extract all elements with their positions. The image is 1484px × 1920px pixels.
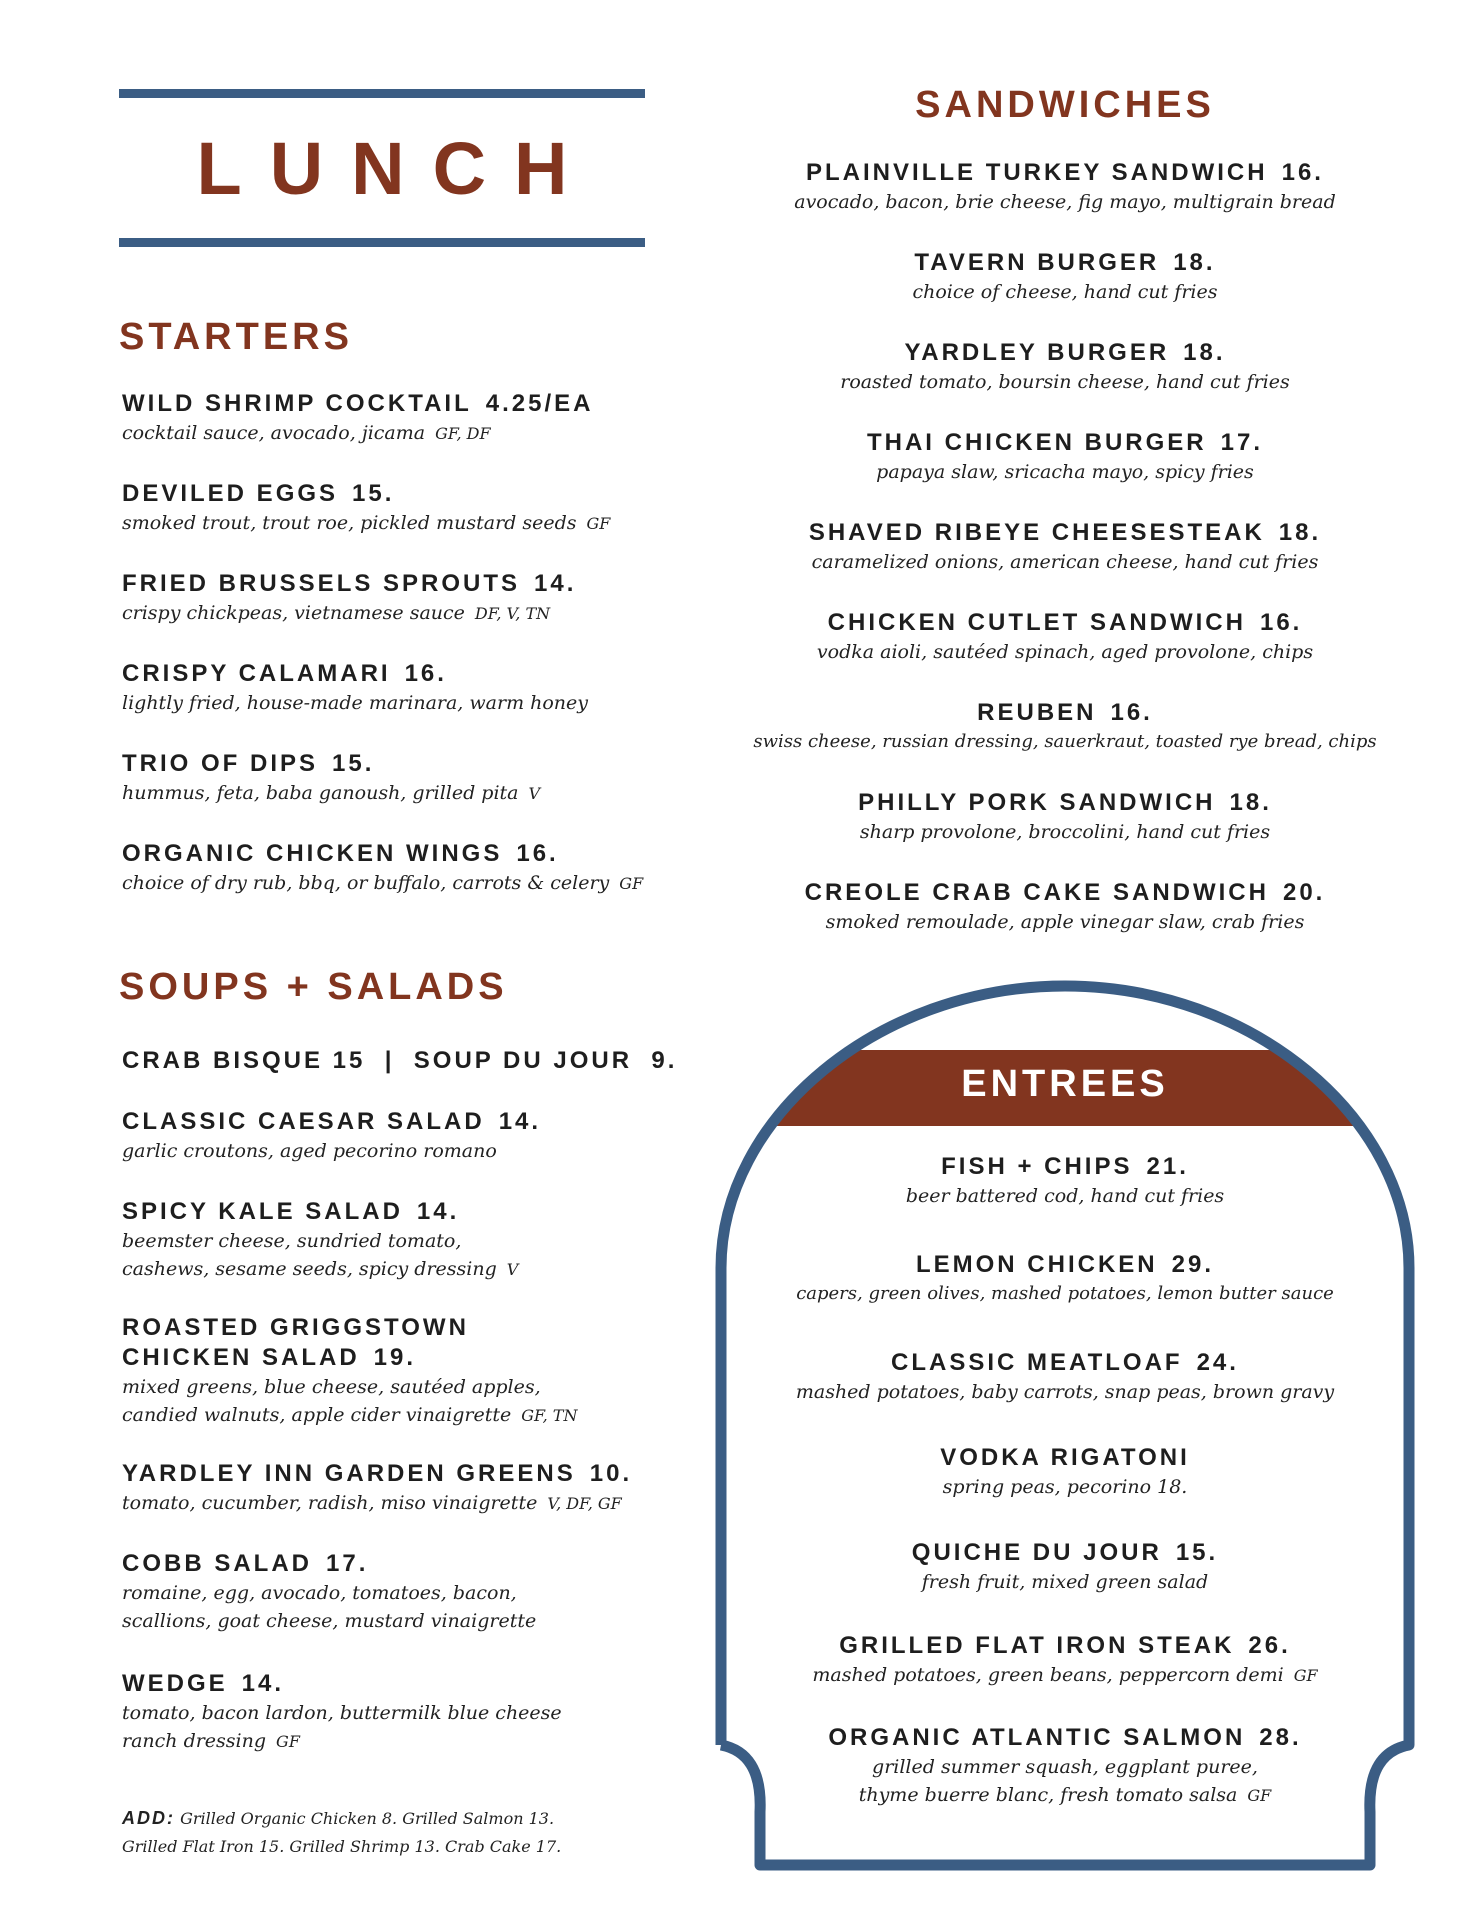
item-name: DEVILED EGGS [122, 480, 339, 507]
item-price: 15. [332, 750, 375, 777]
item-description: papaya slaw, sricacha mayo, spicy fries [876, 461, 1254, 483]
item-description: romaine, egg, avocado, tomatoes, bacon, [122, 1582, 517, 1604]
item-description-line2: scallions, goat cheese, mustard vinaigrette [122, 1610, 537, 1632]
item-price: 15. [352, 480, 395, 507]
item-name: VODKA RIGATONI [940, 1444, 1190, 1471]
item-description: grilled summer squash, eggplant puree, [872, 1756, 1258, 1778]
item-description: tomato, cucumber, radish, miso vinaigrette [122, 1492, 538, 1514]
item-description: garlic croutons, aged pecorino romano [122, 1140, 497, 1162]
item-description: lightly fried, house-made marinara, warm honey [122, 692, 589, 714]
entrees-heading: ENTREES [961, 1063, 1169, 1105]
dietary-tags: GF, DF [435, 424, 491, 443]
item-description: avocado, bacon, brie cheese, fig mayo, multigrain bread [794, 191, 1336, 213]
item-price: 16. [516, 840, 559, 867]
dietary-tags: V [528, 784, 541, 803]
item-description: beemster cheese, sundried tomato, [122, 1230, 462, 1252]
menu-item [712, 1631, 1418, 1690]
dietary-tags: GF [1247, 1786, 1272, 1805]
item-name: GRILLED FLAT IRON STEAK [839, 1632, 1235, 1659]
dietary-tags: DF, V, TN [474, 604, 551, 623]
item-description: mashed potatoes, green beans, peppercorn demi [812, 1664, 1284, 1686]
item-description-line2: thyme buerre blanc, fresh tomato salsa [858, 1784, 1238, 1806]
item-name: YARDLEY BURGER [904, 339, 1170, 366]
item-name: CHICKEN CUTLET SANDWICH [827, 609, 1246, 636]
soups-salads-heading: SOUPS + SALADS [119, 966, 508, 1008]
item-name: QUICHE DU JOUR [911, 1539, 1162, 1566]
menu-item [712, 1152, 1418, 1210]
starters-heading: STARTERS [119, 316, 353, 358]
item-price: 14. [534, 570, 577, 597]
item-description: roasted tomato, boursin cheese, hand cut fries [840, 371, 1290, 393]
item-name: CLASSIC MEATLOAF [891, 1349, 1183, 1376]
item-description: smoked remoulade, apple vinegar slaw, crab fries [825, 911, 1305, 933]
item-price: 15. [1175, 1539, 1219, 1566]
item-price: 17. [326, 1550, 369, 1577]
menu-item [712, 1443, 1418, 1501]
item-price: 16. [1110, 699, 1153, 726]
item-description: vodka aioli, sautéed spinach, aged provolone, chips [816, 641, 1314, 663]
item-price: 18. [1173, 249, 1216, 276]
item-price: 24. [1196, 1349, 1239, 1376]
item-description: crispy chickpeas, vietnamese sauce [122, 602, 465, 624]
item-price: 14. [416, 1198, 460, 1225]
item-description-line2: cashews, sesame seeds, spicy dressing [122, 1258, 497, 1280]
dietary-tags: V, DF, GF [547, 1494, 622, 1513]
add-ons-line1: Grilled Organic Chicken 8. Grilled Salmon 13. [180, 1809, 555, 1828]
item-description-line2: candied walnuts, apple cider vinaigrette [122, 1404, 512, 1426]
item-price: 10. [589, 1460, 633, 1487]
dietary-tags: GF [276, 1732, 300, 1751]
item-name: CLASSIC CAESAR SALAD [122, 1108, 485, 1135]
dietary-tags: GF [1293, 1666, 1318, 1685]
item-price: 20. [1282, 879, 1326, 906]
item-name: CREOLE CRAB CAKE SANDWICH [804, 879, 1269, 906]
add-ons-label: ADD: [122, 1808, 175, 1828]
item-name: SPICY KALE SALAD [122, 1198, 403, 1225]
item-description: hummus, feta, baba ganoush, grilled pita [122, 782, 519, 804]
sandwiches-heading: SANDWICHES [915, 84, 1215, 126]
item-name: PHILLY PORK SANDWICH [858, 789, 1216, 816]
item-name: FISH + CHIPS [941, 1153, 1133, 1180]
item-price: 4.25/EA [485, 390, 594, 417]
item-price: 19. [373, 1344, 417, 1371]
item-name: SHAVED RIBEYE CHEESESTEAK [808, 519, 1265, 546]
item-description: mashed potatoes, baby carrots, snap peas, brown gravy [795, 1381, 1335, 1403]
item-name: ORGANIC CHICKEN WINGS [122, 840, 503, 867]
dietary-tags: V [506, 1260, 519, 1279]
item-name: LEMON CHICKEN [915, 1251, 1158, 1278]
item-name: ROASTED GRIGGSTOWN [122, 1314, 469, 1341]
item-description: capers, green olives, mashed potatoes, lemon butter sauce [796, 1283, 1334, 1304]
item-name: YARDLEY INN GARDEN GREENS [122, 1460, 576, 1487]
item-name: ORGANIC ATLANTIC SALMON [828, 1724, 1246, 1751]
item-description: beer battered cod, hand cut fries [905, 1185, 1225, 1207]
item-name: CRISPY CALAMARI [122, 660, 391, 687]
item-description: tomato, bacon lardon, buttermilk blue cheese [122, 1702, 562, 1724]
page-title: LUNCH [196, 127, 596, 210]
item-price: 29. [1171, 1251, 1215, 1278]
menu-item [712, 1348, 1418, 1406]
item-price: 14. [241, 1670, 285, 1697]
item-price: 16. [404, 660, 447, 687]
item-name: COBB SALAD [122, 1550, 312, 1577]
dietary-tags: GF [619, 874, 644, 893]
item-price: 28. [1259, 1724, 1302, 1751]
soup-line-text: CRAB BISQUE 15 | SOUP DU JOUR 9. [122, 1047, 678, 1074]
menu-item [712, 1538, 1418, 1596]
dietary-tags: GF, TN [521, 1406, 578, 1425]
item-description: choice of cheese, hand cut fries [912, 281, 1218, 303]
menu-item [712, 1723, 1418, 1810]
item-price: 14. [498, 1108, 542, 1135]
add-ons-line2: Grilled Flat Iron 15. Grilled Shrimp 13. Crab Cake 17. [122, 1837, 562, 1856]
item-name: TAVERN BURGER [914, 249, 1160, 276]
item-price: 26. [1248, 1632, 1291, 1659]
item-name: WEDGE [122, 1670, 228, 1697]
item-description: mixed greens, blue cheese, sautéed apples, [122, 1376, 541, 1398]
item-name: TRIO OF DIPS [122, 750, 319, 777]
item-name: FRIED BRUSSELS SPROUTS [122, 570, 521, 597]
item-price: 16. [1281, 159, 1324, 186]
item-description: sharp provolone, broccolini, hand cut fries [859, 821, 1271, 843]
item-price: 17. [1220, 429, 1264, 456]
menu-item [712, 1250, 1418, 1308]
item-price: 18. [1278, 519, 1322, 546]
item-description: caramelized onions, american cheese, hand cut fries [811, 551, 1319, 573]
item-description: smoked trout, trout roe, pickled mustard seeds [122, 512, 577, 534]
item-description: choice of dry rub, bbq, or buffalo, carrots & celery [122, 872, 610, 894]
item-name: WILD SHRIMP COCKTAIL [122, 390, 472, 417]
item-name: THAI CHICKEN BURGER [866, 429, 1207, 456]
item-description: cocktail sauce, avocado, jicama [122, 422, 426, 444]
item-name: REUBEN [977, 699, 1097, 726]
dietary-tags: GF [586, 514, 611, 533]
item-description-line2: ranch dressing [122, 1730, 267, 1752]
item-name-line2: CHICKEN SALAD [122, 1344, 360, 1371]
item-name: PLAINVILLE TURKEY SANDWICH [806, 159, 1268, 186]
item-description: swiss cheese, russian dressing, sauerkraut, toasted rye bread, chips [753, 731, 1377, 752]
item-description: spring peas, pecorino 18. [942, 1476, 1188, 1498]
item-price: 21. [1146, 1153, 1189, 1180]
item-price: 16. [1259, 609, 1303, 636]
item-price: 18. [1229, 789, 1272, 816]
item-price: 18. [1183, 339, 1226, 366]
item-description: fresh fruit, mixed green salad [921, 1571, 1209, 1593]
